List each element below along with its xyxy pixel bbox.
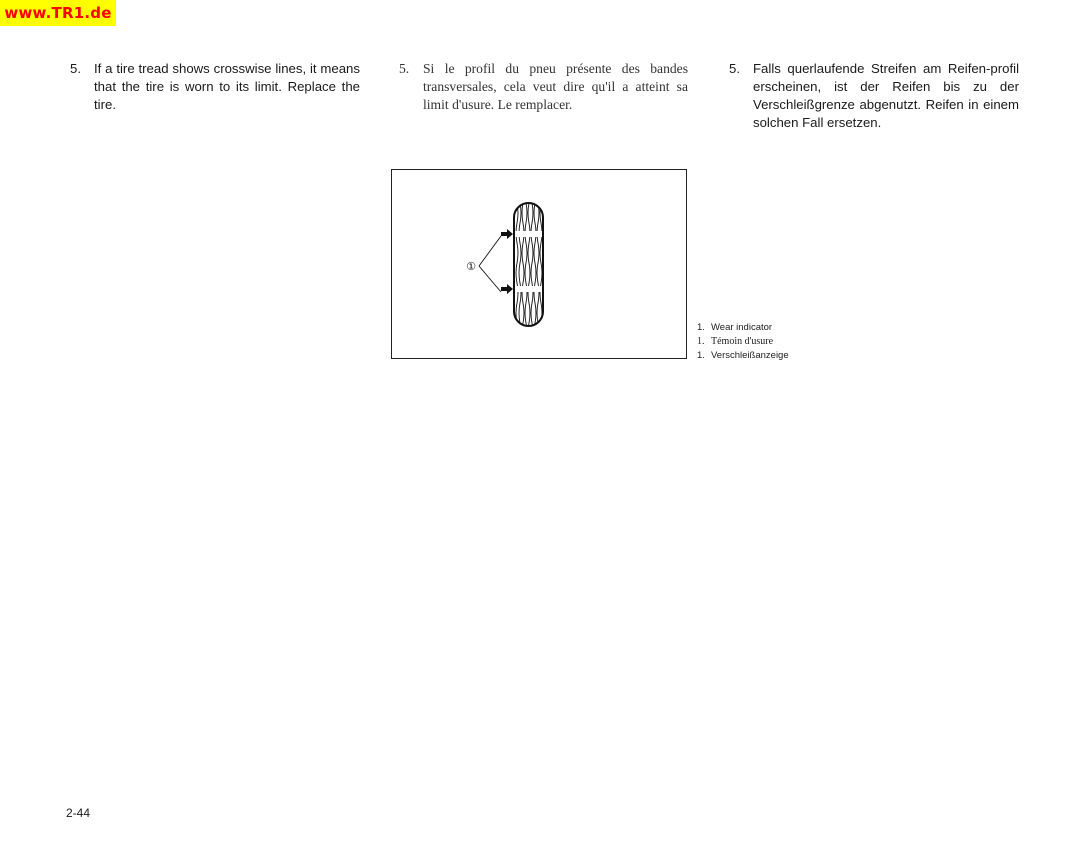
- english-instruction: [70, 60, 360, 114]
- arrow-icon: [501, 284, 513, 294]
- watermark[interactable]: www.TR1.de: [0, 0, 116, 26]
- step-number: 5.: [70, 61, 81, 76]
- caption-german: 1. Verschleißanzeige: [697, 350, 789, 361]
- arrow-icon: [501, 229, 513, 239]
- wear-bar-upper: [515, 231, 542, 237]
- callout-lines: [479, 236, 501, 292]
- french-instruction: [399, 60, 688, 114]
- page-number: 2-44: [66, 806, 91, 820]
- step-number: 5.: [399, 61, 410, 76]
- tire-illustration: [392, 170, 686, 358]
- callout-number: ①: [466, 260, 476, 273]
- instruction-text: If a tire tread shows crosswise lines, it means that the tire is worn to its limit. Replace the tire.: [94, 61, 360, 112]
- wear-bar-lower: [515, 286, 542, 292]
- tire-wear-figure: [391, 169, 687, 359]
- instruction-text: Si le profil du pneu présente des bandes transversales, cela veut dire qu'il a atteint sa limit d'usure. Le remplacer.: [423, 61, 688, 112]
- instruction-text: Falls querlaufende Streifen am Reifen-profil erscheinen, ist der Reifen bis zu der Verschleißgrenze abgenutzt. Reifen in einem solchen Fall ersetzen.: [753, 61, 1019, 130]
- german-instruction: [729, 60, 1019, 132]
- caption-french: 1. Témoin d'usure: [697, 336, 774, 347]
- caption-english: 1. Wear indicator: [697, 322, 773, 333]
- figure-caption: [697, 321, 789, 363]
- step-number: 5.: [729, 61, 740, 76]
